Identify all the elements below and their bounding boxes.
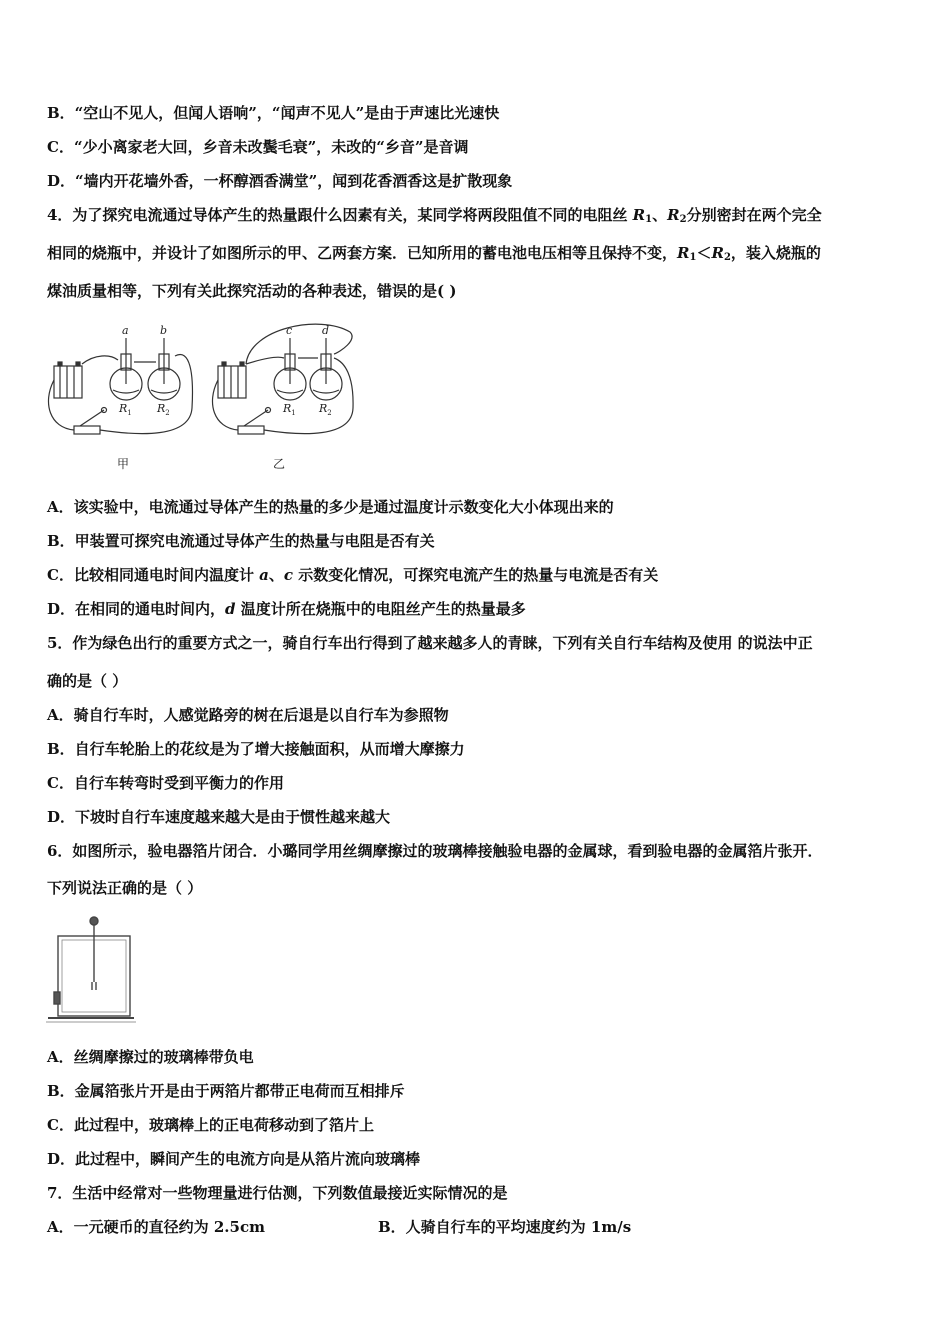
flask-r1-icon — [274, 338, 306, 400]
q4-circuit-figure — [40, 318, 360, 478]
q7-option-a: A．一元硬币的直径约为 2.5cm — [47, 1218, 265, 1236]
q6-option-d: D．此过程中，瞬间产生的电流方向是从箔片流向玻璃棒 — [47, 1150, 421, 1168]
label-r1-left: $R_1$ — [119, 402, 132, 417]
label-r2-left: $R_2$ — [157, 402, 170, 417]
q6-option-b: B．金属箔张片开是由于两箔片都带正电荷而互相排斥 — [47, 1082, 405, 1100]
q4-option-b: B．甲装置可探究电流通过导体产生的热量与电阻是否有关 — [47, 532, 435, 550]
q4-stem-line1: 4．为了探究电流通过导体产生的热量跟什么因素有关，某同学将两段阻值不同的电阻丝 $R_1$、$R_2$分别密封在两个完全 — [47, 206, 822, 225]
q4-stem-line3: 煤油质量相等，下列有关此探究活动的各种表述，错误的是( ) — [47, 282, 457, 300]
q3-option-b: B．“空山不见人，但闻人语响”，“闻声不见人”是由于声速比光速快 — [47, 104, 500, 122]
label-c: c — [286, 324, 293, 337]
q5-option-b: B．自行车轮胎上的花纹是为了增大接触面积，从而增大摩擦力 — [47, 740, 465, 758]
q4-stem-line2: 相同的烧瓶中，并设计了如图所示的甲、乙两套方案．已知所用的蓄电池电压相等且保持不变，$R_1<R_2$，装入烧瓶的 — [47, 244, 821, 263]
q3-option-c: C．“少小离家老大回，乡音未改鬓毛衰”，未改的“乡音”是音调 — [47, 138, 469, 156]
q6-option-a: A．丝绸摩擦过的玻璃棒带负电 — [47, 1048, 254, 1066]
q4-option-a: A．该实验中，电流通过导体产生的热量的多少是通过温度计示数变化大小体现出来的 — [47, 498, 614, 516]
q6-option-c: C．此过程中，玻璃棒上的正电荷移动到了箔片上 — [47, 1116, 374, 1134]
q4-option-d: D．在相同的通电时间内，d 温度计所在烧瓶中的电阻丝产生的热量最多 — [47, 600, 526, 618]
battery-icon — [218, 362, 246, 398]
q5-stem-line2: 确的是（ ） — [47, 672, 128, 690]
q6-stem-line2: 下列说法正确的是（ ） — [47, 879, 203, 897]
q5-option-d: D．下坡时自行车速度越来越大是由于惯性越来越大 — [47, 808, 391, 826]
caption-yi: 乙 — [273, 457, 286, 471]
label-r1-right: $R_1$ — [283, 402, 296, 417]
flask-r1-icon — [110, 338, 142, 400]
electroscope-icon — [46, 917, 136, 1022]
q7-option-b: B．人骑自行车的平均速度约为 1m/s — [378, 1218, 632, 1236]
electroscope-figure — [44, 912, 136, 1030]
label-a: a — [122, 324, 129, 337]
q6-stem-line1: 6．如图所示，验电器箔片闭合．小璐同学用丝绸摩擦过的玻璃棒接触验电器的金属球，看到验电器的金属箔片张开． — [47, 842, 823, 860]
battery-icon — [54, 362, 82, 398]
q3-option-d: D．“墙内开花墙外香，一杯醇酒香满堂”，闻到花香酒香这是扩散现象 — [47, 172, 513, 190]
q7-stem: 7．生活中经常对一些物理量进行估测，下列数值最接近实际情况的是 — [47, 1184, 508, 1202]
caption-jia: 甲 — [117, 457, 130, 471]
q5-option-a: A．骑自行车时，人感觉路旁的树在后退是以自行车为参照物 — [47, 706, 449, 724]
flask-r2-icon — [310, 338, 342, 400]
q5-stem-line1: 5．作为绿色出行的重要方式之一，骑自行车出行得到了越来越多人的青睐，下列有关自行车结构及使用 的说法中正 — [47, 634, 813, 652]
label-r2-right: $R_2$ — [319, 402, 332, 417]
label-d: d — [322, 324, 330, 337]
q5-option-c: C．自行车转弯时受到平衡力的作用 — [47, 774, 284, 792]
q4-option-c: C．比较相同通电时间内温度计 a、c 示数变化情况，可探究电流产生的热量与电流是否有关 — [47, 566, 659, 584]
label-b: b — [160, 324, 168, 337]
flask-r2-icon — [148, 338, 180, 400]
